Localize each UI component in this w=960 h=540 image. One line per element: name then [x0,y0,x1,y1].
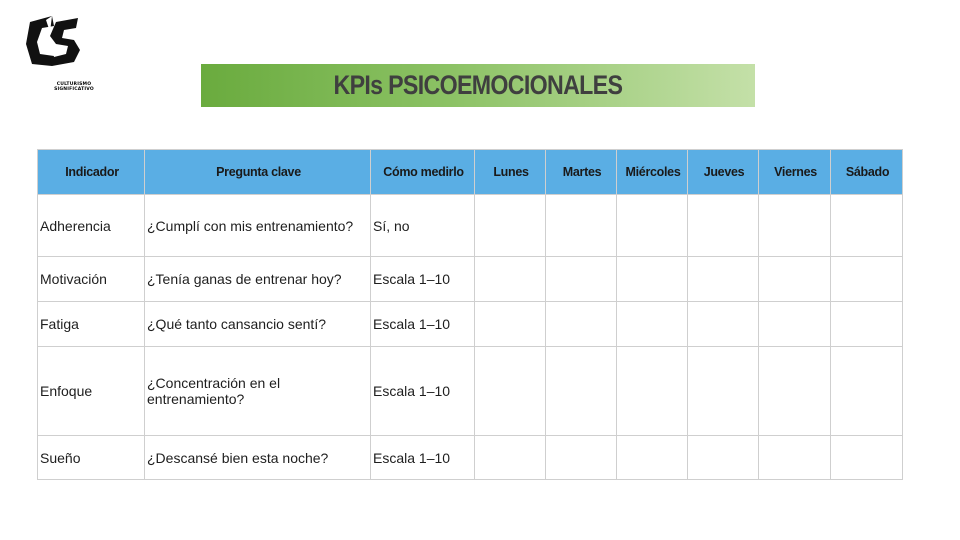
measure-cell: Escala 1–10 [371,436,475,480]
day-cell[interactable] [688,347,759,436]
day-cell[interactable] [475,195,546,257]
table-row [38,347,903,436]
day-cell[interactable] [546,257,617,302]
day-cell[interactable] [475,257,546,302]
table-row [38,195,903,257]
day-cell[interactable] [831,195,903,257]
day-cell[interactable] [759,436,831,480]
question-cell: ¿Qué tanto cansancio sentí? [145,302,371,347]
indicator-cell: Motivación [38,257,145,302]
question-cell: ¿Descansé bien esta noche? [145,436,371,480]
day-cell[interactable] [617,347,688,436]
measure-cell: Escala 1–10 [371,257,475,302]
day-cell[interactable] [831,302,903,347]
brand-logo [22,14,94,92]
page-title: KPIs PSICOEMOCIONALES [333,70,623,100]
day-cell[interactable] [546,436,617,480]
day-cell[interactable] [617,302,688,347]
table-header-row [38,150,903,195]
day-cell[interactable] [617,436,688,480]
day-cell[interactable] [546,195,617,257]
table-row [38,302,903,347]
logo-caption-line1: CULTURISMO [56,82,92,87]
table-row [38,257,903,302]
indicator-cell: Enfoque [38,347,145,436]
day-cell[interactable] [688,302,759,347]
measure-cell: Escala 1–10 [371,302,475,347]
column-header: Viernes [759,150,831,195]
day-cell[interactable] [759,347,831,436]
day-cell[interactable] [688,195,759,257]
kpi-table [37,149,903,480]
indicator-cell: Adherencia [38,195,145,257]
day-cell[interactable] [831,436,903,480]
column-header: Sábado [831,150,903,195]
indicator-cell: Sueño [38,436,145,480]
cs-logo-icon [22,14,82,68]
day-cell[interactable] [759,257,831,302]
indicator-cell: Fatiga [38,302,145,347]
question-cell: ¿Tenía ganas de entrenar hoy? [145,257,371,302]
column-header: Pregunta clave [145,150,371,195]
day-cell[interactable] [759,302,831,347]
day-cell[interactable] [759,195,831,257]
column-header: Miércoles [617,150,688,195]
day-cell[interactable] [617,195,688,257]
column-header: Lunes [475,150,546,195]
day-cell[interactable] [475,347,546,436]
column-header: Martes [546,150,617,195]
day-cell[interactable] [831,347,903,436]
day-cell[interactable] [475,436,546,480]
column-header: Jueves [688,150,759,195]
title-banner [201,64,755,107]
day-cell[interactable] [546,302,617,347]
measure-cell: Escala 1–10 [371,347,475,436]
day-cell[interactable] [475,302,546,347]
column-header: Cómo medirlo [371,150,475,195]
question-cell: ¿Concentración en el entrenamiento? [145,347,371,436]
day-cell[interactable] [617,257,688,302]
day-cell[interactable] [688,436,759,480]
day-cell[interactable] [546,347,617,436]
day-cell[interactable] [831,257,903,302]
table-row [38,436,903,480]
logo-caption-line2: SIGNIFICATIVO [54,87,94,92]
question-cell: ¿Cumplí con mis entrenamiento? [145,195,371,257]
day-cell[interactable] [688,257,759,302]
logo-caption [44,82,104,92]
column-header: Indicador [38,150,145,195]
measure-cell: Sí, no [371,195,475,257]
